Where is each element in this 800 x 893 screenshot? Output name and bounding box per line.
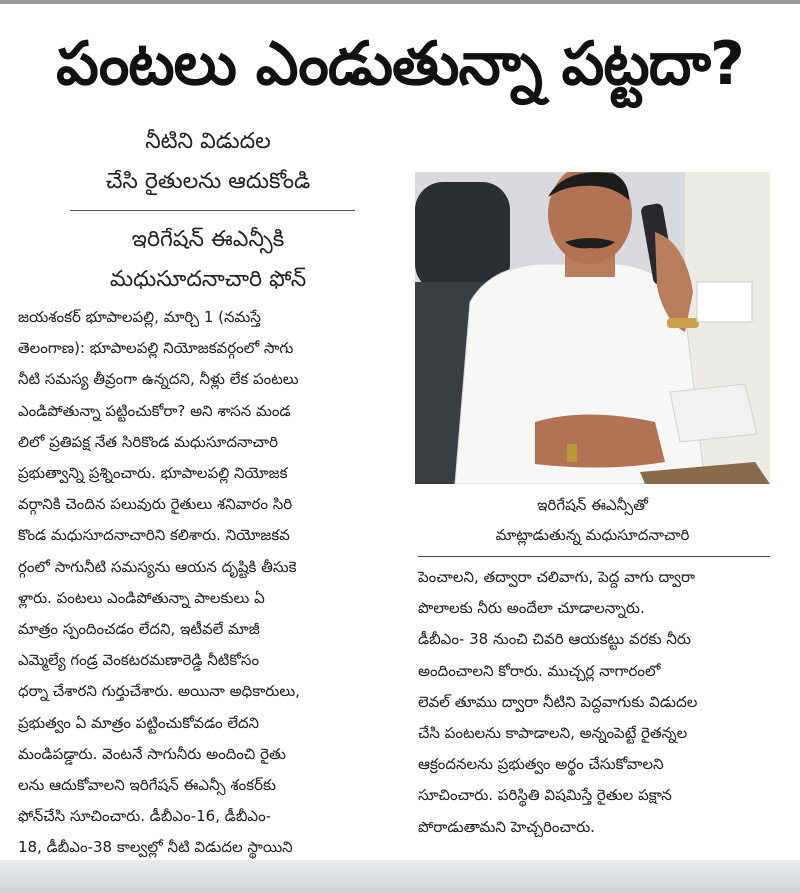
caption-divider — [418, 556, 770, 557]
subheadline-divider — [70, 210, 355, 211]
body-line: ఆక్రందనలను ప్రభుత్వం అర్థం చేసుకోవాలని — [418, 755, 664, 774]
body-line: ధర్నా చేశారని గుర్తుచేశారు. అయినా అధికారులు, — [18, 682, 300, 701]
photo-caption-line: ఇరిగేషన్ ఈఎన్సీతో — [537, 496, 648, 514]
photo-caption — [415, 490, 770, 550]
body-line: 18, డీబీఎం-38 కాల్వల్లో నీటి విడుదల స్థాయిని — [18, 838, 293, 857]
body-line: ప్రభుత్వాన్ని ప్రశ్నించారు. భూపాలపల్లి నియోజక — [18, 464, 288, 483]
body-line: చేసి పంటలను కాపాడాలని, అన్నంపెట్టే రైతన్నల — [418, 724, 688, 743]
body-line: ర్గంలో సాగునీటి సమస్యను ఆయన దృష్టికి తీసుకె — [18, 557, 297, 576]
body-line: పొలాలకు నీరు అందేలా చూడాలన్నారు. — [418, 599, 645, 618]
subheadline-2-line: ఇరిగేషన్ ఈఎన్సీకి — [131, 227, 285, 252]
body-line: పోరాడుతామని హెచ్చరించారు. — [418, 817, 595, 836]
body-line: వర్గానికి చెందిన పలువురు రైతులు శనివారం సిరి — [18, 495, 293, 514]
headline: పంటలు ఎండుతున్నా పట్టదా? — [56, 29, 744, 99]
wristwatch — [667, 318, 699, 328]
news-photo — [415, 172, 770, 484]
body-line: సూచించారు. పరిస్థితి విషమిస్తే రైతుల పక్షాన — [418, 786, 672, 805]
body-line: డీబీఎం- 38 నుంచి చివరి ఆయకట్టు వరకు నీరు — [418, 630, 691, 649]
body-line: నీటి సమస్య తీవ్రంగా ఉన్నదని, నీళ్లు లేక పంటలు — [18, 370, 299, 389]
resting-arm — [535, 415, 665, 468]
body-column-right — [418, 562, 778, 843]
body-column-left — [18, 302, 400, 864]
subheadline-1 — [58, 122, 358, 202]
subheadline-1-line: చేసి రైతులను ఆదుకోండి — [105, 169, 311, 194]
papers — [670, 384, 757, 442]
body-line: కొండ మధుసూదనాచారిని కలిశారు. నియోజకవ — [18, 526, 290, 545]
body-line: లెవల్ తూము ద్వారా నీటిని పెద్దవాగుకు విడుదల — [418, 692, 698, 711]
body-line: లిలో ప్రతిపక్ష నేత సిరికొండ మధుసూదనాచారి — [18, 432, 278, 451]
news-photo-illustration — [415, 172, 770, 484]
body-line: జయశంకర్ భూపాలపల్లి, మార్చి 1 (నమస్తే — [18, 308, 261, 326]
top-rule — [0, 0, 800, 4]
body-line: లను ఆదుకోవాలని ఇరిగేషన్ ఈఎన్సీ శంకర్‌కు — [18, 776, 276, 795]
body-line: ప్రభుత్వం ఏ మాత్రం పట్టించుకోవడం లేదని — [18, 713, 260, 732]
subheadline-2 — [58, 220, 358, 300]
body-line: ళ్లారు. పంటలు ఎండిపోతున్నా పాలకులు ఏ — [18, 588, 265, 607]
body-line: తెలంగాణ): భూపాలపల్లి నియోజకవర్గంలో సాగు — [18, 339, 294, 358]
ring — [567, 444, 577, 462]
body-line: ఎమ్మెల్యే గండ్ర వెంకటరమణారెడ్డి నీటికోసం — [18, 651, 260, 670]
body-line: అందించాలని కోరారు. ముచ్చర్ల నాగారంలో — [418, 661, 661, 680]
desk-items — [697, 282, 752, 322]
body-line: పెంచాలని, తద్వారా చలివాగు, పెద్ద వాగు ద్వారా — [418, 568, 696, 586]
body-line: మాత్రం స్పందించడం లేదని, ఇటీవలే మాజీ — [18, 620, 260, 639]
body-line: మండిపడ్డారు. వెంటనే సాగునీరు అందించి రైతు — [18, 744, 286, 763]
body-line: ఫోన్‌చేసి సూచించారు. డీబీఎం-16, డీబీఎం- — [18, 807, 272, 826]
photo-caption-line: మాట్లాడుతున్న మధుసూదనాచారి — [495, 526, 690, 544]
subheadline-1-line: నీటిని విడుదల — [145, 129, 271, 154]
next-article-photo-strip — [0, 860, 800, 893]
body-line: ఎండిపోతున్నా పట్టించుకోరా? అని శాసన మండ — [18, 401, 291, 420]
subheadline-2-line: మధుసూదనాచారి ఫోన్ — [109, 267, 307, 292]
